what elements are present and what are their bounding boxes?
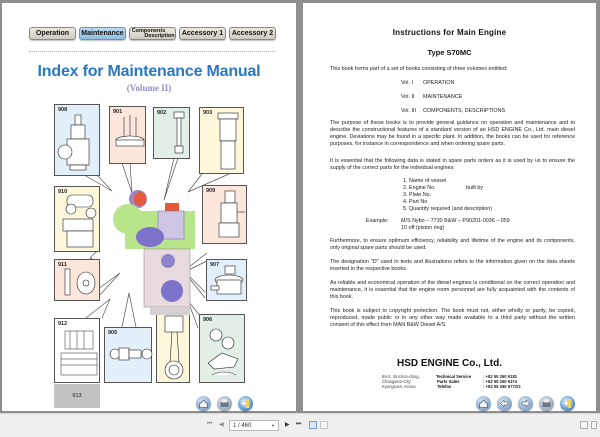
part-number: 912 [58,321,68,327]
print-button[interactable] [217,396,232,411]
company-address [382,374,420,389]
exit-button[interactable] [238,396,253,411]
order-item: 2. Engine No. [403,185,436,191]
volume-subtitle: (Volume II) [126,83,172,93]
designation-paragraph: The designation "D" used in texts and illustrations refers to the information given on the data sheets inserted in the respective books. [330,259,575,272]
viewer-toolbar [0,413,600,437]
part-number: 902 [157,110,167,116]
order-item: 3. Plate No. [403,192,432,198]
crankshaft-icon [105,328,153,384]
back-arrow-icon [497,396,512,411]
contact-value: : +82 55 260 6181 [483,374,518,379]
part-903-box[interactable] [199,107,244,174]
part-909-box[interactable] [202,185,247,244]
part-number: 910 [58,189,68,195]
part-910-box[interactable] [54,186,100,252]
contact-label: Parts Sales [437,379,460,384]
company-name: HSD ENGINE Co., Ltd. [397,358,502,369]
purpose-paragraph: The purpose of these books is to provide general guidance on operation and maintenance and to describe the constructional features of a standard version of an HSD ENGINE Co., Ltd. main diesel engine. Deviations may be found in a specific plant. In addition, the books can be used for reference purposes, for instance in correspondence and when ordering spare parts. [330,120,575,147]
order-item: 4. Part No. [403,199,429,205]
part-number: 901 [113,109,123,115]
part-907-box[interactable] [206,259,247,301]
tab-accessory-1[interactable]: Accessory 1 [179,27,226,40]
print-icon [217,396,232,411]
tab-maintenance[interactable]: Maintenance [79,27,126,40]
order-item: 1. Name of vessel [403,178,447,184]
left-page [2,3,296,411]
print-button[interactable] [539,396,554,411]
volume-name: OPERATION [423,80,455,86]
back-button[interactable] [497,396,512,411]
volume-label: Vol. III [401,108,416,114]
part-number: 907 [210,262,220,268]
engine-cutaway-illustration [110,181,205,329]
example-label: Example: [366,218,389,224]
first-page-button[interactable]: ⏮ [207,421,213,427]
tab-components-line2: Description [144,32,175,39]
document-title: Instructions for Main Engine [392,28,507,37]
page-indicator: 1 / 460 [233,423,252,429]
fuel-pump-icon [203,186,248,245]
exit-icon [238,396,253,411]
page-number-input[interactable] [229,420,279,431]
cylinder-cover-icon [110,107,147,165]
exit-button[interactable] [560,396,575,411]
engine-frame-icon [55,319,101,384]
home-button[interactable] [476,396,491,411]
contact-labels [436,374,471,389]
order-item: 5. Quantity required (and description) [403,206,492,212]
last-page-button[interactable]: ⏭ [296,421,302,427]
part-908-box[interactable] [54,104,100,176]
essential-paragraph: It is essential that the following data is stated in spare parts orders as it is used by us to ensure the supply of the correct parts for the individual engines: [330,158,575,171]
tab-components-line1: Components [131,27,166,34]
volume-label: Vol. II [401,94,415,100]
two-page-view-icon[interactable] [591,421,597,429]
page-title: Index for Maintenance Manual [37,63,261,80]
part-912-box[interactable] [54,318,100,383]
part-number: 908 [58,107,68,113]
home-icon [196,396,211,411]
built-by-label: built by [466,185,484,191]
address-line: Changwon-City [382,379,411,384]
previous-page-button[interactable]: ◀ [219,422,224,428]
chevron-down-icon[interactable]: ▼ [271,423,275,428]
volume-3 [401,108,505,115]
home-icon [476,396,491,411]
part-number: 903 [203,110,213,116]
reliable-paragraph: As reliable and economical operation of the diesel engines is conditional on the correct operation and maintenance, it is essential that the engine room personnel are fully acquainted with the contents of this book. [330,280,575,300]
intro-text: This book forms part of a set of books consisting of three volumes entitled: [330,66,508,72]
right-page [303,3,596,411]
continuous-pages-icon[interactable] [320,421,328,429]
contact-value: : +82 55 260 6772/3 [483,384,521,389]
chain-drive-icon [200,315,246,384]
tab-accessory-2[interactable]: Accessory 2 [229,27,276,40]
print-icon [539,396,554,411]
right-nav-icons [476,396,575,411]
valve-assembly-icon [55,105,101,177]
contact-label: Technical Service [436,374,472,379]
furthermore-paragraph: Furthermore, to ensure optimum efficiency, reliability and lifetime of the engine and its components, only original spare parts should be used. [330,238,575,251]
address-line: Kyungnam, Korea [382,384,416,389]
tab-operation[interactable]: Operation [29,27,76,40]
contact-value: : +82 55 260 6374 [483,379,518,384]
contact-label: Telefax [437,384,452,389]
contact-values [483,374,521,389]
left-nav-icons [196,396,253,411]
forward-button[interactable] [518,396,533,411]
forward-arrow-icon [518,396,533,411]
example-line-1: M/S Nybo – 7730 B&W – P90201-0036 – 059 [401,218,510,224]
volume-1 [401,80,454,87]
cylinder-liner-icon [200,108,245,175]
part-902-box[interactable] [153,107,190,159]
next-page-button[interactable]: ▶ [285,422,290,428]
turbocharger-icon [55,187,101,253]
part-number: 911 [58,262,67,268]
home-button[interactable] [196,396,211,411]
facing-pages-icon[interactable] [309,421,317,429]
part-905-box[interactable] [104,327,152,383]
part-906-box[interactable] [199,314,245,383]
example-line-2: 10 off (piston ring) [401,225,445,231]
copyright-paragraph: This book is subject to copyright protection. The book must not, either wholly or partly, be copied, reproduced, made public or in any other way made available to a third party without the written consent of this effect from MAN B&W Diesel A/S. [330,308,575,328]
engine-type: Type S70MC [427,48,472,57]
address-line: 69-3, Sinchon-dong, [382,374,420,379]
volume-name: COMPONENTS, DESCRIPTIONS [423,108,506,114]
volume-2 [401,94,462,101]
volume-name: MAINTENANCE [423,94,463,100]
part-number: 909 [206,188,216,194]
single-page-view-icon[interactable] [580,421,588,429]
part-911-box[interactable] [54,259,100,301]
part-number: 906 [203,317,213,323]
part-901-box[interactable] [109,106,146,164]
part-913-box[interactable]: 913 [54,384,100,408]
exit-icon [560,396,575,411]
part-number: 905 [108,330,118,336]
volume-label: Vol. I [401,80,413,86]
